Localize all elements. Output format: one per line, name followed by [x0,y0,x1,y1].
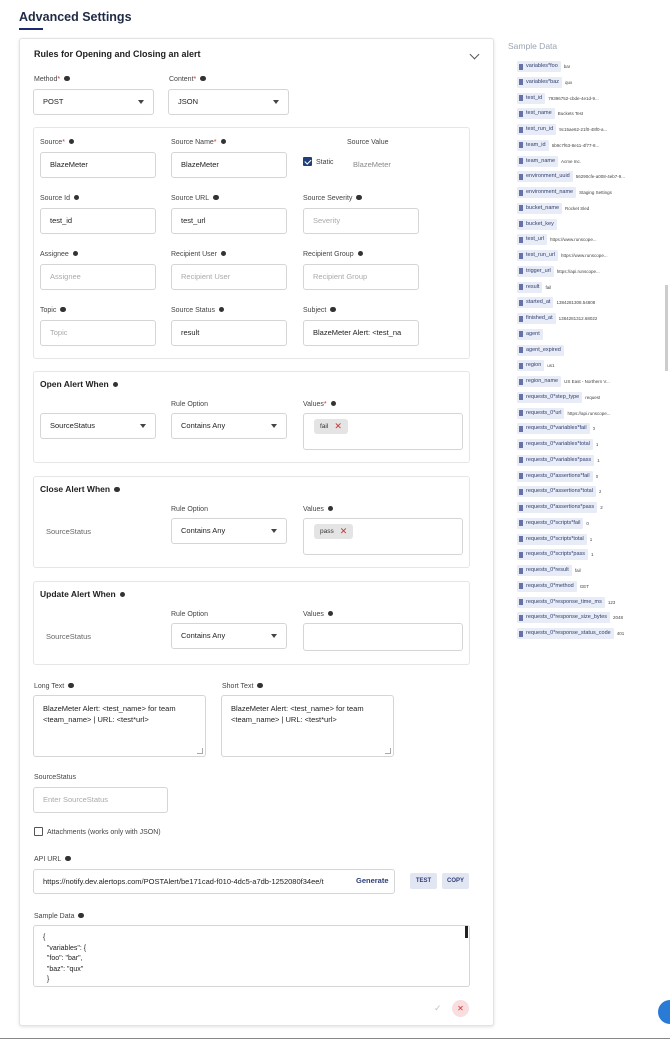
tag-key [517,518,583,529]
tag-value: 2048 [613,615,624,621]
tag-key [517,77,562,88]
open-field-select[interactable]: SourceStatus [40,413,156,439]
tag-key [517,408,564,419]
sample-data-tag[interactable] [517,439,598,450]
sample-data-tag[interactable] [517,266,600,277]
tag-key-text: finished_at [526,315,553,321]
tag-key [517,266,554,277]
close-rule-label: Rule Option [171,506,208,513]
recipient-group-label: Recipient Group [303,250,363,259]
tag-key [517,61,561,72]
drag-handle-icon[interactable] [519,457,523,463]
resize-grip-icon [197,748,203,754]
tag-key-text: variables*baz [526,78,560,85]
static-label: Static [316,159,334,166]
tag-key [517,581,577,592]
update-alert-title: Update Alert When [40,589,125,599]
drag-handle-icon[interactable] [519,489,523,495]
value-chip: fail ✕ [314,419,348,434]
tag-value: 1 [591,552,594,558]
drag-handle-icon[interactable] [519,599,523,605]
drag-handle-icon[interactable] [519,142,523,148]
info-icon [358,251,364,257]
drag-handle-icon[interactable] [519,284,523,290]
sample-data-tag[interactable] [517,392,600,403]
recipient-group-input[interactable]: Recipient Group [303,264,419,290]
tag-key [517,345,564,356]
tag-key-text: environment_name [526,189,574,195]
tag-key-text: requests_0*response_status_code [526,630,611,636]
drag-handle-icon[interactable] [519,268,523,274]
tag-key [517,187,576,198]
tag-key [517,423,590,434]
tag-value: 1 [589,536,593,542]
caret-down-icon [140,424,146,428]
tag-key [517,471,593,482]
tag-key-text: requests_0*assertions*total [526,488,593,495]
info-icon [221,251,227,257]
drag-handle-icon[interactable] [519,127,523,133]
subject-label: Subject [303,306,336,315]
tag-key-text: requests_0*response_time_ms [526,598,602,605]
tag-key [517,93,545,104]
tag-key [517,329,543,340]
sample-data-tag[interactable] [517,156,581,167]
close-icon[interactable]: ✕ [339,526,348,536]
tag-value: 0 [592,426,596,432]
sample-data-tag[interactable] [517,187,612,198]
info-icon [69,139,75,145]
info-icon [65,856,71,862]
drag-handle-icon[interactable] [519,426,523,432]
tag-value: 0 [586,520,589,526]
close-icon[interactable]: ✕ [334,421,342,431]
api-url-input[interactable]: https://notify.dev.alertops.com/POSTAlert/be171cad-f010-4dc5-a7db-1252080f34ee/t [33,869,395,894]
assignee-label: Assignee [40,250,78,259]
tag-key-text: environment_uuid [526,173,570,180]
drag-handle-icon[interactable] [519,111,523,117]
method-select[interactable]: POST [33,89,154,115]
tag-key [517,534,587,545]
tag-key [517,282,542,293]
info-icon [356,195,362,201]
drag-handle-icon[interactable] [519,631,523,637]
tag-key-text: requests_0*variables*fail [526,425,587,432]
title-underline [19,28,43,30]
info-icon [114,487,120,493]
source-severity-input[interactable]: Severity [303,208,419,234]
chat-icon[interactable] [658,1000,670,1024]
tag-value: GET [579,583,589,589]
caret-down-icon [271,424,277,428]
drag-handle-icon[interactable] [519,158,523,164]
tag-key-text: requests_0*url [526,409,562,416]
tag-value: 1384281312.68022 [558,316,598,321]
tag-key-text: bucket_key [526,220,554,227]
open-rule-label: Rule Option [171,401,208,408]
tag-key-text: trigger_url [526,267,551,274]
tag-value: 1 [597,457,600,463]
sample-data-tag[interactable] [517,234,597,245]
tag-key-text: started_at [526,299,551,306]
open-alert-title: Open Alert When [40,379,118,389]
tag-value: https://api.runscope... [556,268,600,274]
page-title: Advanced Settings [19,10,132,24]
sample-data-tag[interactable] [517,124,607,135]
tag-key [517,612,610,623]
sample-data-tag[interactable] [517,282,551,293]
tag-value: https://www.runscope... [561,253,608,258]
tag-value: us1 [547,363,555,369]
tag-value: 0 [595,473,599,479]
tag-key [517,250,558,261]
drag-handle-icon[interactable] [519,394,523,400]
sample-data-tag[interactable] [517,628,624,639]
sample-data-tag[interactable] [517,565,581,576]
tag-key [517,297,553,308]
info-icon [78,913,84,919]
caret-down-icon [273,100,279,104]
tag-value: fail [574,568,581,573]
attachments-label: Attachments (works only with JSON) [47,829,161,836]
tag-key-text: test_run_id [526,126,554,132]
sample-data-tag[interactable] [517,518,589,529]
tag-key-text: requests_0*result [526,567,569,573]
caret-down-icon [138,100,144,104]
tag-key [517,502,597,513]
info-icon [68,683,74,689]
tag-value: request [585,394,601,400]
sourcestatus-input[interactable]: Enter SourceStatus [33,787,168,813]
sample-data-tag[interactable] [517,486,601,497]
confirm-icon[interactable]: ✓ [434,1003,442,1013]
info-icon [113,382,119,388]
tag-key [517,565,572,576]
assignee-input[interactable]: Assignee [40,264,156,290]
sample-data-tag[interactable] [517,376,610,387]
content-label: Content* [169,75,206,84]
info-icon [257,683,263,689]
drag-handle-icon[interactable] [519,363,523,369]
tag-key-text: region_name [526,378,559,384]
sample-data-tag[interactable] [517,313,597,324]
tag-value: 1384281308.54808 [556,300,596,306]
drag-handle-icon[interactable] [519,95,523,101]
source-value-text: BlazeMeter [353,160,391,169]
info-icon [60,307,66,313]
source-url-label: Source URL [171,194,219,203]
tag-key [517,597,605,608]
source-value-label: Source Value [347,139,389,146]
tag-key-text: requests_0*variables*pass [526,456,592,463]
sample-data-tag[interactable] [517,612,623,623]
sample-data-tag[interactable] [517,329,546,340]
info-icon [64,76,70,82]
card-title: Rules for Opening and Closing an alert [34,49,201,59]
tag-value: fail [545,284,552,290]
sample-data-tag[interactable] [517,219,560,230]
tag-value: 79396752-cbde-4e1d-9... [548,95,599,101]
tag-key-text: region [526,362,542,369]
sample-data-tag[interactable] [517,597,615,608]
sample-data-label: Sample Data [34,912,84,921]
recipient-user-input[interactable]: Recipient User [171,264,287,290]
info-icon [213,195,219,201]
tag-key-text: requests_0*assertions*pass [526,504,595,510]
tag-key [517,313,556,324]
source-status-label: Source Status [171,306,224,315]
tag-key [517,392,582,403]
tag-key-text: test_id [526,94,543,101]
sample-data-tag[interactable] [517,360,555,371]
tag-key [517,203,562,214]
info-icon [73,251,79,257]
caret-down-icon [271,634,277,638]
update-rule-label: Rule Option [171,611,208,618]
open-values-label: Values* [303,400,336,409]
sample-data-tag[interactable] [517,203,589,214]
close-field-text: SourceStatus [46,527,92,536]
drag-handle-icon[interactable] [519,316,523,322]
tag-key-text: requests_0*variables*total [526,441,590,447]
drag-handle-icon[interactable] [519,552,523,558]
tag-key-text: agent [526,330,540,337]
tag-key-text: requests_0*step_type [526,393,580,400]
caret-down-icon [271,529,277,533]
generate-button[interactable]: Generate [356,876,389,885]
close-alert-title: Close Alert When [40,484,120,494]
source-input[interactable]: BlazeMeter [40,152,156,178]
topic-label: Topic [40,306,66,315]
tag-key [517,140,549,151]
tag-key [517,219,557,230]
sample-data-tag[interactable] [517,534,592,545]
update-values-input[interactable] [303,623,463,651]
drag-handle-icon[interactable] [519,64,523,70]
drag-handle-icon[interactable] [519,174,523,180]
close-values-label: Values [303,505,333,514]
sample-data-tag[interactable] [517,61,570,72]
info-icon [328,611,334,617]
tag-key-text: result [526,283,540,290]
source-name-label: Source Name* [171,138,226,147]
topic-input[interactable]: Topic [40,320,156,346]
drag-handle-icon[interactable] [519,410,523,416]
close-rule-select[interactable]: Contains Any [171,518,287,544]
source-severity-label: Source Severity [303,194,362,203]
attachments-checkbox[interactable] [34,827,43,836]
update-field-text: SourceStatus [46,632,92,641]
tag-key-text: requests_0*scripts*pass [526,551,586,558]
static-checkbox[interactable] [303,157,312,166]
tag-key-text: requests_0*scripts*total [526,535,584,542]
copy-button[interactable]: COPY [442,873,469,889]
drag-handle-icon[interactable] [519,300,523,306]
tag-value: 9c15ae62-21f0-48f0-a... [559,127,608,132]
sample-data-area[interactable]: { "variables": { "foo": "bar", "baz": "qux" } [33,925,470,987]
drag-handle-icon[interactable] [519,347,523,353]
tag-value: 123 [607,599,616,605]
info-icon [120,592,126,598]
tag-key-text: requests_0*response_size_bytes [526,614,608,621]
drag-handle-icon[interactable] [519,568,523,574]
tag-key [517,108,555,119]
drag-handle-icon[interactable] [519,79,523,85]
tag-value: bar [563,64,571,69]
source-status-input[interactable]: result [171,320,287,346]
source-id-label: Source Id [40,194,79,203]
long-text-label: Long Text [34,682,74,691]
sample-data-tag[interactable] [517,423,595,434]
info-icon [331,401,337,407]
divider [0,1038,670,1039]
tag-key-text: requests_0*method [526,582,574,589]
tag-value: Rocket Sled [565,205,590,211]
tag-value: Buckets Test [557,111,584,117]
tag-value: Staging Settings [579,190,612,195]
tag-value: 56290cfe-a008-4eb7-9... [575,174,626,180]
tag-key [517,486,596,497]
tag-value: Acme Inc. [561,158,582,164]
source-label: Source* [40,138,74,147]
sample-data-tag[interactable] [517,171,625,182]
long-text-area[interactable]: BlazeMeter Alert: <test_name> for team <team_name> | URL: <test*url> [33,695,206,757]
tag-value: US East - Northern V... [564,379,610,384]
tag-value: 401 [616,631,625,636]
tag-key [517,628,614,639]
drag-handle-icon[interactable] [519,520,523,526]
drag-handle-icon[interactable] [519,442,523,448]
info-icon [74,195,80,201]
source-url-input[interactable]: test_url [171,208,287,234]
sample-data-tag[interactable] [517,77,572,88]
drag-handle-icon[interactable] [519,536,523,542]
open-rule-select[interactable]: Contains Any [171,413,287,439]
tag-key-text: test_url [526,236,545,243]
drag-handle-icon[interactable] [519,190,523,196]
scrollbar-thumb[interactable] [465,926,468,938]
drag-handle-icon[interactable] [519,583,523,589]
tag-value: 1 [595,442,599,447]
info-icon [221,139,227,145]
tag-key-text: bucket_name [526,204,560,211]
tag-key [517,549,588,560]
tag-key [517,156,558,167]
tag-value: https://api.runscope... [567,410,611,416]
tag-key-text: variables*foo [526,63,558,69]
sample-data-tag[interactable] [517,140,599,151]
sample-data-tag[interactable] [517,345,567,356]
short-text-area[interactable]: BlazeMeter Alert: <test_name> for team <team_name> | URL: <test*url> [221,695,394,757]
cancel-icon[interactable]: ✕ [452,1000,469,1017]
sample-data-tag[interactable] [517,250,608,261]
tag-value: 2 [600,505,603,510]
tag-key-text: agent_expired [526,346,561,353]
drag-handle-icon[interactable] [519,237,523,243]
test-button[interactable]: TEST [410,873,437,889]
info-icon [328,506,334,512]
drag-handle-icon[interactable] [519,221,523,227]
recipient-user-label: Recipient User [171,250,226,259]
sourcestatus-label: SourceStatus [34,774,77,781]
sample-data-tag[interactable] [517,108,583,119]
drag-handle-icon[interactable] [519,331,523,337]
tag-value: 2 [598,489,602,495]
tag-key-text: requests_0*scripts*fail [526,519,581,526]
drag-handle-icon[interactable] [519,205,523,211]
value-chip: pass ✕ [314,524,353,539]
tag-key [517,455,594,466]
sample-data-tag[interactable] [517,93,599,104]
drag-handle-icon[interactable] [519,615,523,621]
source-name-input[interactable]: BlazeMeter [171,152,287,178]
sample-data-tag[interactable] [517,549,594,560]
tag-key [517,439,593,450]
drag-handle-icon[interactable] [519,505,523,511]
info-icon [200,76,206,82]
sidebar-title: Sample Data [508,41,558,51]
short-text-label: Short Text [222,682,263,691]
method-label: Method* [34,75,70,84]
tag-key-text: test_run_url [526,252,556,258]
info-icon [330,307,336,313]
update-values-label: Values [303,610,333,619]
tag-key-text: requests_0*assertions*fail [526,472,590,479]
tag-value: qux [565,79,573,85]
sample-data-tag[interactable] [517,455,600,466]
sample-data-tag[interactable] [517,297,595,308]
tag-key [517,376,561,387]
api-url-label: API URL [34,855,71,864]
subject-input[interactable]: BlazeMeter Alert: <test_na [303,320,419,346]
source-id-input[interactable]: test_id [40,208,156,234]
tag-key [517,171,573,182]
content-select[interactable]: JSON [168,89,289,115]
tag-value: 6b9c7f63-8e11-4f77-8... [551,142,600,148]
tag-key-text: test_name [526,110,552,117]
sample-data-tag[interactable] [517,502,603,513]
sample-data-tag[interactable] [517,471,598,482]
sample-data-tag[interactable] [517,581,589,592]
drag-handle-icon[interactable] [519,379,523,385]
drag-handle-icon[interactable] [519,473,523,479]
tag-key [517,124,556,135]
tag-key [517,360,544,371]
tag-key-text: team_id [526,141,546,148]
drag-handle-icon[interactable] [519,253,523,259]
sample-data-tag[interactable] [517,408,611,419]
tag-key [517,234,547,245]
page-scrollbar[interactable] [665,285,668,371]
update-rule-select[interactable]: Contains Any [171,623,287,649]
tag-key-text: team_name [526,157,556,164]
resize-grip-icon [385,748,391,754]
tag-value: https://www.runscope... [550,237,597,243]
info-icon [219,307,225,313]
